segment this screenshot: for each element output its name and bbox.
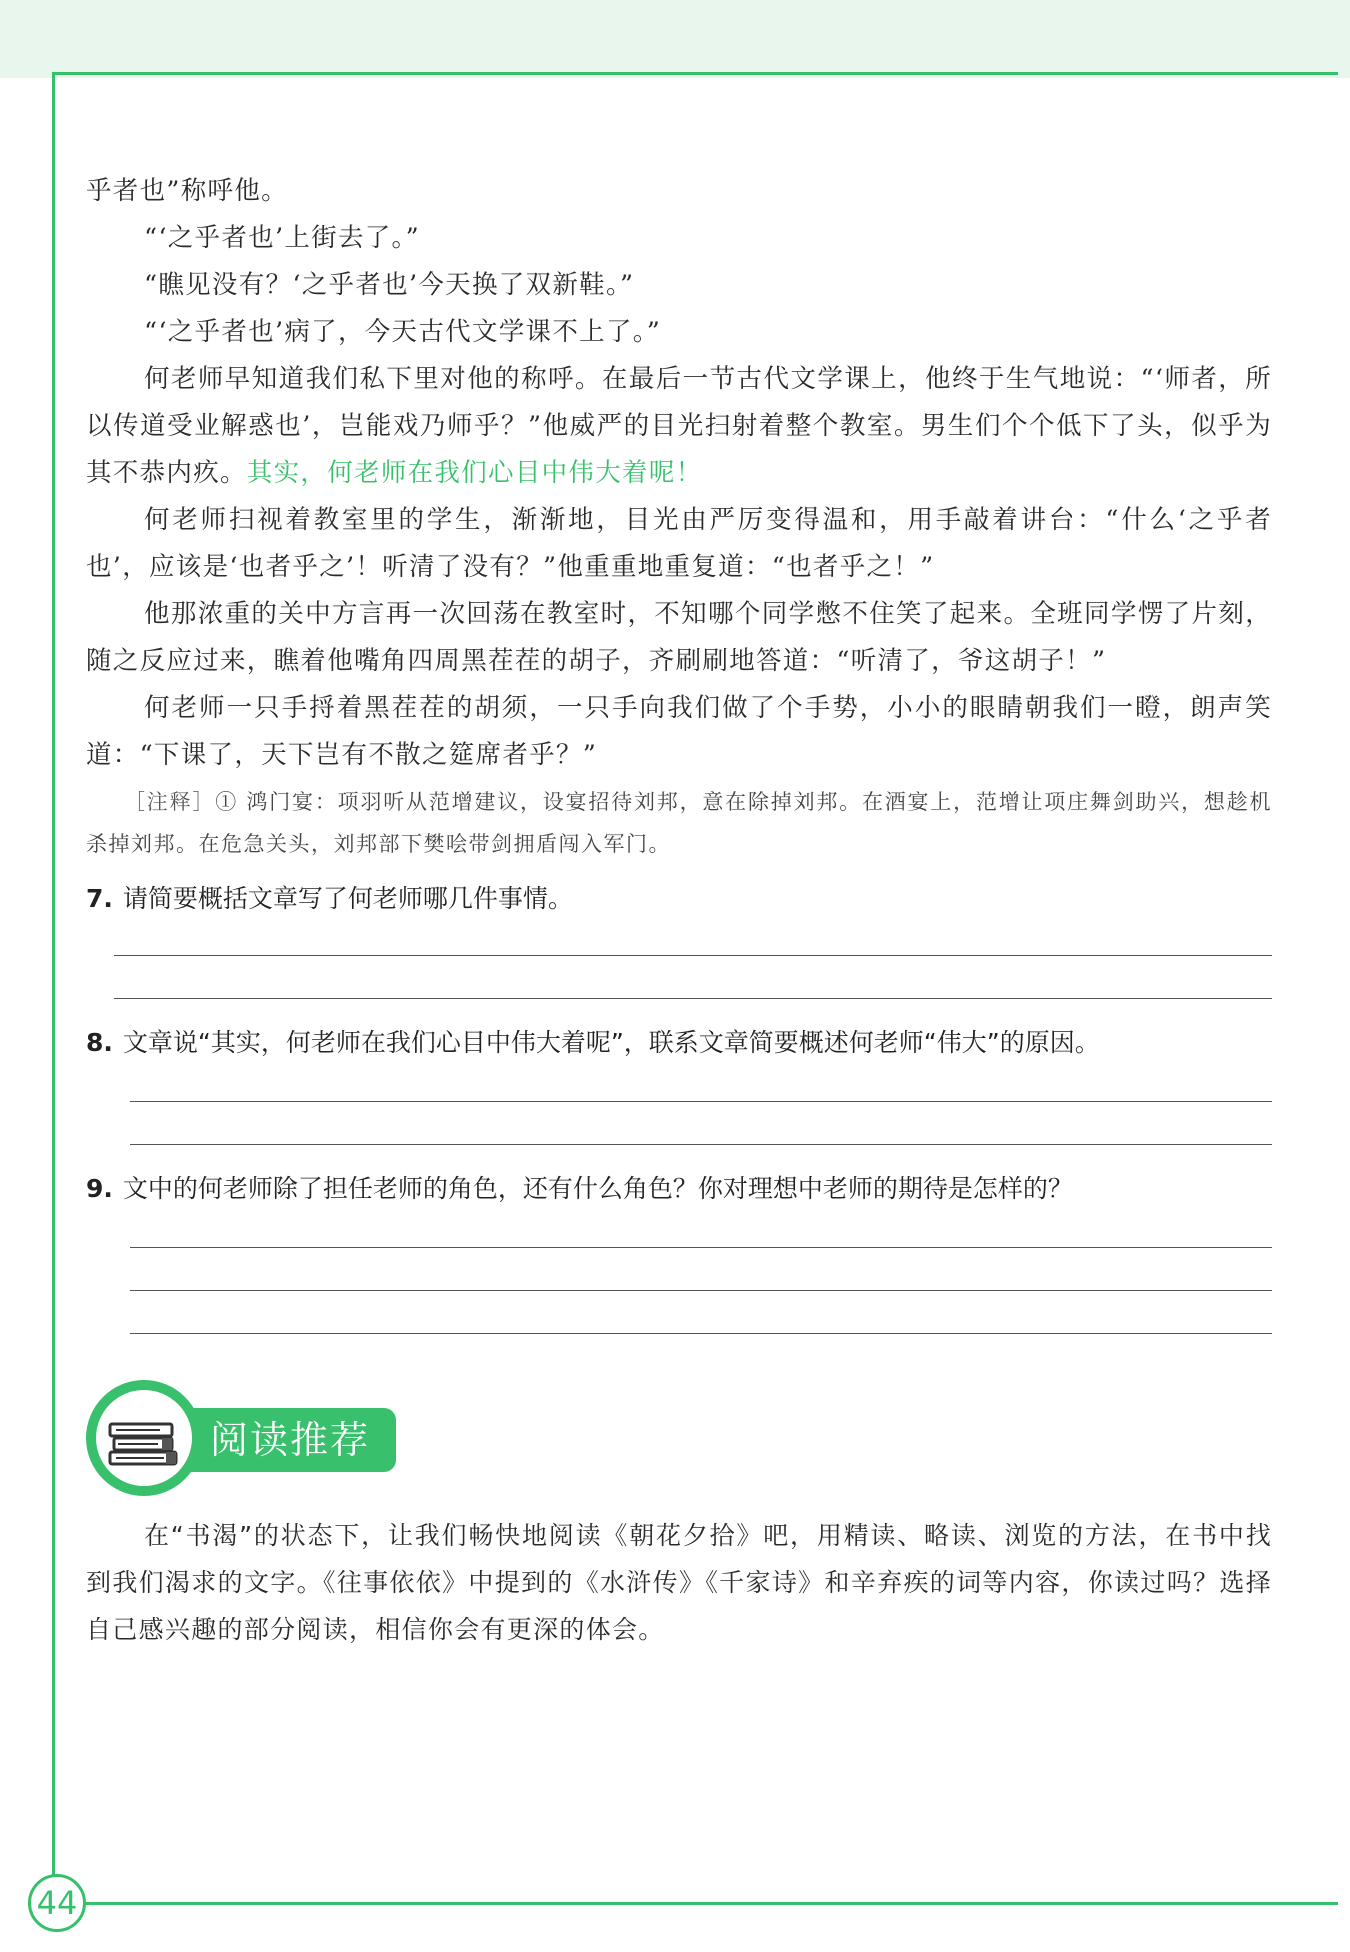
question-number: 8.: [86, 1028, 113, 1057]
question-8: [86, 1025, 1272, 1145]
passage-paragraph: 他那浓重的关中方言再一次回荡在教室时，不知哪个同学憋不住笑了起来。全班同学愣了片刻，随之反应过来，瞧着他嘴角四周黑茬茬的胡子，齐刷刷地答道：“听清了，爷这胡子！”: [86, 599, 1272, 676]
question-9: [86, 1171, 1272, 1334]
question-7: [86, 881, 1272, 999]
recommend-paragraph: 在“书渴”的状态下，让我们畅快地阅读《朝花夕拾》吧，用精读、略读、浏览的方法，在书中找到我们渴求的文字。《往事依依》中提到的《水浒传》《千家诗》和辛弃疾的词等内容，你读过吗？选择自己感兴趣的部分阅读，相信你会有更深的体会。: [86, 1521, 1272, 1644]
passage-paragraph: 何老师扫视着教室里的学生，渐渐地，目光由严厉变得温和，用手敲着讲台：“什么‘之乎者也’，应该是‘也者乎之’！听清了没有？”他重重地重复道：“也者乎之！”: [86, 505, 1272, 582]
top-band: [0, 0, 1350, 78]
passage-paragraph: 何老师一只手捋着黑茬茬的胡须，一只手向我们做了个手势，小小的眼睛朝我们一瞪，朗声笑道：“下课了，天下岂有不散之筵席者乎？”: [86, 693, 1272, 770]
annotation-text: ① 鸿门宴：项羽听从范增建议，设宴招待刘邦，意在除掉刘邦。在酒宴上，范增让项庄舞剑助兴，想趁机杀掉刘邦。在危急关头，刘邦部下樊哙带剑拥盾闯入军门。: [86, 790, 1273, 856]
recommend-text-block: [86, 1512, 1272, 1653]
passage: [86, 168, 1272, 1334]
passage-paragraph: [86, 356, 1272, 497]
answer-line[interactable]: [130, 1144, 1272, 1145]
answer-line[interactable]: [130, 1290, 1272, 1291]
question-text: 请简要概括文章写了何老师哪几件事情。: [122, 884, 573, 913]
page-number: 44: [28, 1874, 86, 1932]
question-text: 文章说“其实，何老师在我们心目中伟大着呢”，联系文章简要概述何老师“伟大”的原因。: [122, 1028, 1100, 1057]
annotation: [86, 781, 1272, 865]
passage-quote: “瞧见没有？‘之乎者也’今天换了双新鞋。”: [144, 270, 635, 300]
passage-quote: “‘之乎者也’上街去了。”: [144, 223, 420, 253]
answer-line[interactable]: [130, 1247, 1272, 1248]
reading-recommend-badge: [86, 1380, 396, 1498]
annotation-label: ［注释］: [124, 790, 216, 814]
page-frame-bottom: [52, 1902, 1338, 1905]
answer-line[interactable]: [130, 1333, 1272, 1334]
answer-line[interactable]: [130, 1101, 1272, 1102]
badge-circle: [86, 1380, 202, 1496]
answer-line[interactable]: [114, 998, 1272, 999]
passage-quote: “‘之乎者也’病了，今天古代文学课不上了。”: [144, 317, 662, 347]
question-number: 9.: [86, 1174, 113, 1203]
question-number: 7.: [86, 884, 113, 913]
question-text: 文中的何老师除了担任老师的角色，还有什么角色？你对理想中老师的期待是怎样的？: [122, 1174, 1073, 1203]
passage-line: 乎者也”称呼他。: [86, 176, 288, 206]
highlighted-sentence: 其实，何老师在我们心目中伟大着呢！: [246, 458, 703, 488]
books-icon: [96, 1390, 192, 1486]
answer-line[interactable]: [114, 955, 1272, 956]
reading-recommend-title: 阅读推荐: [210, 1418, 371, 1462]
passage-text: 何老师早知道我们私下里对他的称呼。在最后一节古代文学课上，他终于生气地说：“‘师者，所以传道受业解惑也’，岂能戏乃师乎？”他威严的目光扫射着整个教室。男生们个个低下了头，似乎为其不恭内疚。: [86, 364, 1272, 488]
